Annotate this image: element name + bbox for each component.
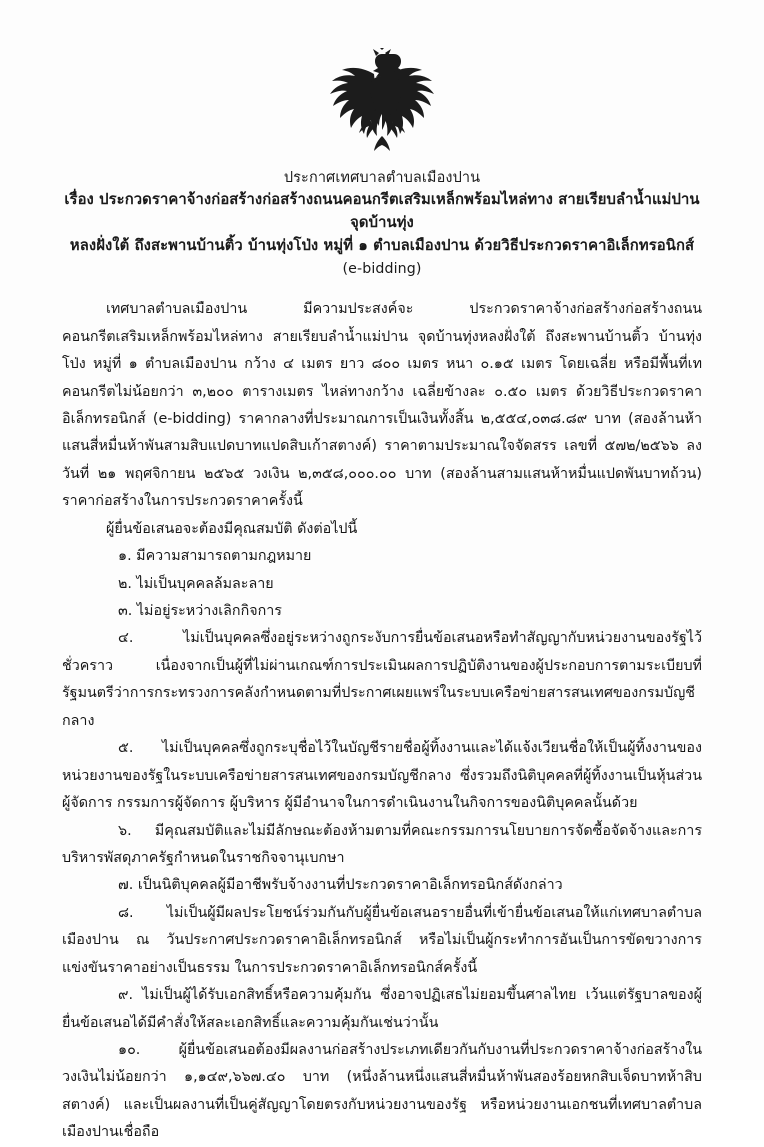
document-heading xyxy=(62,167,702,280)
emblem-container xyxy=(62,48,702,163)
list-item: ๗. เป็นนิติบุคคลผู้มีอาชีพรับจ้างงานที่ประกวดราคาอิเล็กทรอนิกส์ดังกล่าว xyxy=(118,877,563,894)
heading-line-1: ประกาศเทศบาลตำบลเมืองปาน xyxy=(283,170,481,186)
paragraph-qualifications-lead: ผู้ยื่นข้อเสนอจะต้องมีคุณสมบัติ ดังต่อไปนี้ xyxy=(106,520,358,537)
list-item: ๖. มีคุณสมบัติและไม่มีลักษณะต้องห้ามตามที่คณะกรรมการนโยบายการจัดซื้อจัดจ้างและการบริหารพัสดุภาครัฐกำหนดในราชกิจจานุเบกษา xyxy=(62,822,702,866)
list-item: ๕. ไม่เป็นบุคคลซึ่งถูกระบุชื่อไว้ในบัญชีรายชื่อผู้ทิ้งงานและได้แจ้งเวียนชื่อให้เป็นผู้ทิ้งงานของหน่วยงานของรัฐในระบบเครือข่ายสารสนเทศของกรมบัญชีกลาง ซึ่งรวมถึงนิติบุคคลที่ผู้ทิ้งงานเป็นหุ้นส่วนผู้จัดการ กรรมการผู้จัดการ ผู้บริหาร ผู้มีอำนาจในการดำเนินงานในกิจการของนิติบุคคลนั้นด้วย xyxy=(62,740,702,812)
list-item: ๑๐. ผู้ยื่นข้อเสนอต้องมีผลงานก่อสร้างประเภทเดียวกันกับงานที่ประกวดราคาจ้างก่อสร้างในวงเงินไม่น้อยกว่า ๑,๑๔๙,๖๖๗.๔๐ บาท (หนึ่งล้านหนึ่งแสนสี่หมื่นห้าพันสองร้อยหกสิบเจ็ดบาทห้าสิบสตางค์) และเป็นผลงานที่เป็นคู่สัญญาโดยตรงกับหน่วยงานของรัฐ หรือหน่วยงานเอกชนที่เทศบาลตำบลเมืองปานเชื่อถือ xyxy=(62,1042,702,1141)
garuda-emblem-icon xyxy=(322,48,442,158)
list-item: ๑. มีความสามารถตามกฎหมาย xyxy=(118,548,312,565)
heading-line-3: หลงฝั่งใต้ ถึงสะพานบ้านติ้ว บ้านทุ่งโป่ง หมู่ที่ ๑ ตำบลเมืองปาน ด้วยวิธีประกวดราคาอิเล็กทรอนิกส์ xyxy=(69,237,695,255)
list-item: ๓. ไม่อยู่ระหว่างเลิกกิจการ xyxy=(118,603,282,620)
paragraph-intro: เทศบาลตำบลเมืองปาน มีความประสงค์จะ ประกวดราคาจ้างก่อสร้างก่อสร้างถนนคอนกรีตเสริมเหล็กพร้อมไหล่ทาง สายเรียบลำน้ำแม่ปาน จุดบ้านทุ่งหลงฝั่งใต้ ถึงสะพานบ้านติ้ว บ้านทุ่งโป่ง หมู่ที่ ๑ ตำบลเมืองปาน กว้าง ๔ เมตร ยาว ๘๐๐ เมตร หนา ๐.๑๕ เมตร โดยเฉลี่ย หรือมีพื้นที่เทคอนกรีตไม่น้อยกว่า ๓,๒๐๐ ตารางเมตร ไหล่ทางกว้าง เฉลี่ยข้างละ ๐.๕๐ เมตร ด้วยวิธีประกวดราคาอิเล็กทรอนิกส์ (e-bidding) ราคากลางที่ประมาณการเป็นเงินทั้งสิ้น ๒,๕๕๔,๐๓๘.๘๙ บาท (สองล้านห้าแสนสี่หมื่นห้าพันสามสิบแปดบาทแปดสิบเก้าสตางค์) ราคาตามประมาณใจจัดสรร เลขที่ ๕๗๒/๒๕๖๖ ลงวันที่ ๒๑ พฤศจิกายน ๒๕๖๕ วงเงิน ๒,๓๕๘,๐๐๐.๐๐ บาท (สองล้านสามแสนห้าหมื่นแปดพันบาทถ้วน) ราคาก่อสร้างในการประกวดราคาครั้งนี้ xyxy=(62,301,702,510)
list-item: ๘. ไม่เป็นผู้มีผลประโยชน์ร่วมกันกับผู้ยื่นข้อเสนอรายอื่นที่เข้ายื่นข้อเสนอให้แก่เทศบาลตำบลเมืองปาน ณ วันประกาศประกวดราคาอิเล็กทรอนิกส์ หรือไม่เป็นผู้กระทำการอันเป็นการขัดขวางการแข่งขันราคาอย่างเป็นธรรม ในการประกวดราคาอิเล็กทรอนิกส์ครั้งนี้ xyxy=(62,904,702,976)
list-item: ๒. ไม่เป็นบุคคลล้มละลาย xyxy=(118,575,274,592)
list-item: ๙. ไม่เป็นผู้ได้รับเอกสิทธิ์หรือความคุ้มกัน ซึ่งอาจปฏิเสธไม่ยอมขึ้นศาลไทย เว้นแต่รัฐบาลของผู้ยื่นข้อเสนอได้มีคำสั่งให้สละเอกสิทธิ์และความคุ้มกันเช่นว่านั้น xyxy=(62,987,702,1031)
document-body xyxy=(62,296,702,1147)
heading-line-2: เรื่อง ประกวดราคาจ้างก่อสร้างก่อสร้างถนนคอนกรีตเสริมเหล็กพร้อมไหล่ทาง สายเรียบลำน้ำแม่ปาน จุดบ้านทุ่ง xyxy=(64,191,700,232)
heading-line-4: (e-bidding) xyxy=(342,261,422,278)
list-item: ๔. ไม่เป็นบุคคลซึ่งอยู่ระหว่างถูกระงับการยื่นข้อเสนอหรือทำสัญญากับหน่วยงานของรัฐไว้ชั่วคราว เนื่องจากเป็นผู้ที่ไม่ผ่านเกณฑ์การประเมินผลการปฏิบัติงานของผู้ประกอบการตามระเบียบที่รัฐมนตรีว่าการกระทรวงการคลังกำหนดตามที่ประกาศเผยแพร่ในระบบเครือข่ายสารสนเทศของกรมบัญชีกลาง xyxy=(62,630,702,729)
